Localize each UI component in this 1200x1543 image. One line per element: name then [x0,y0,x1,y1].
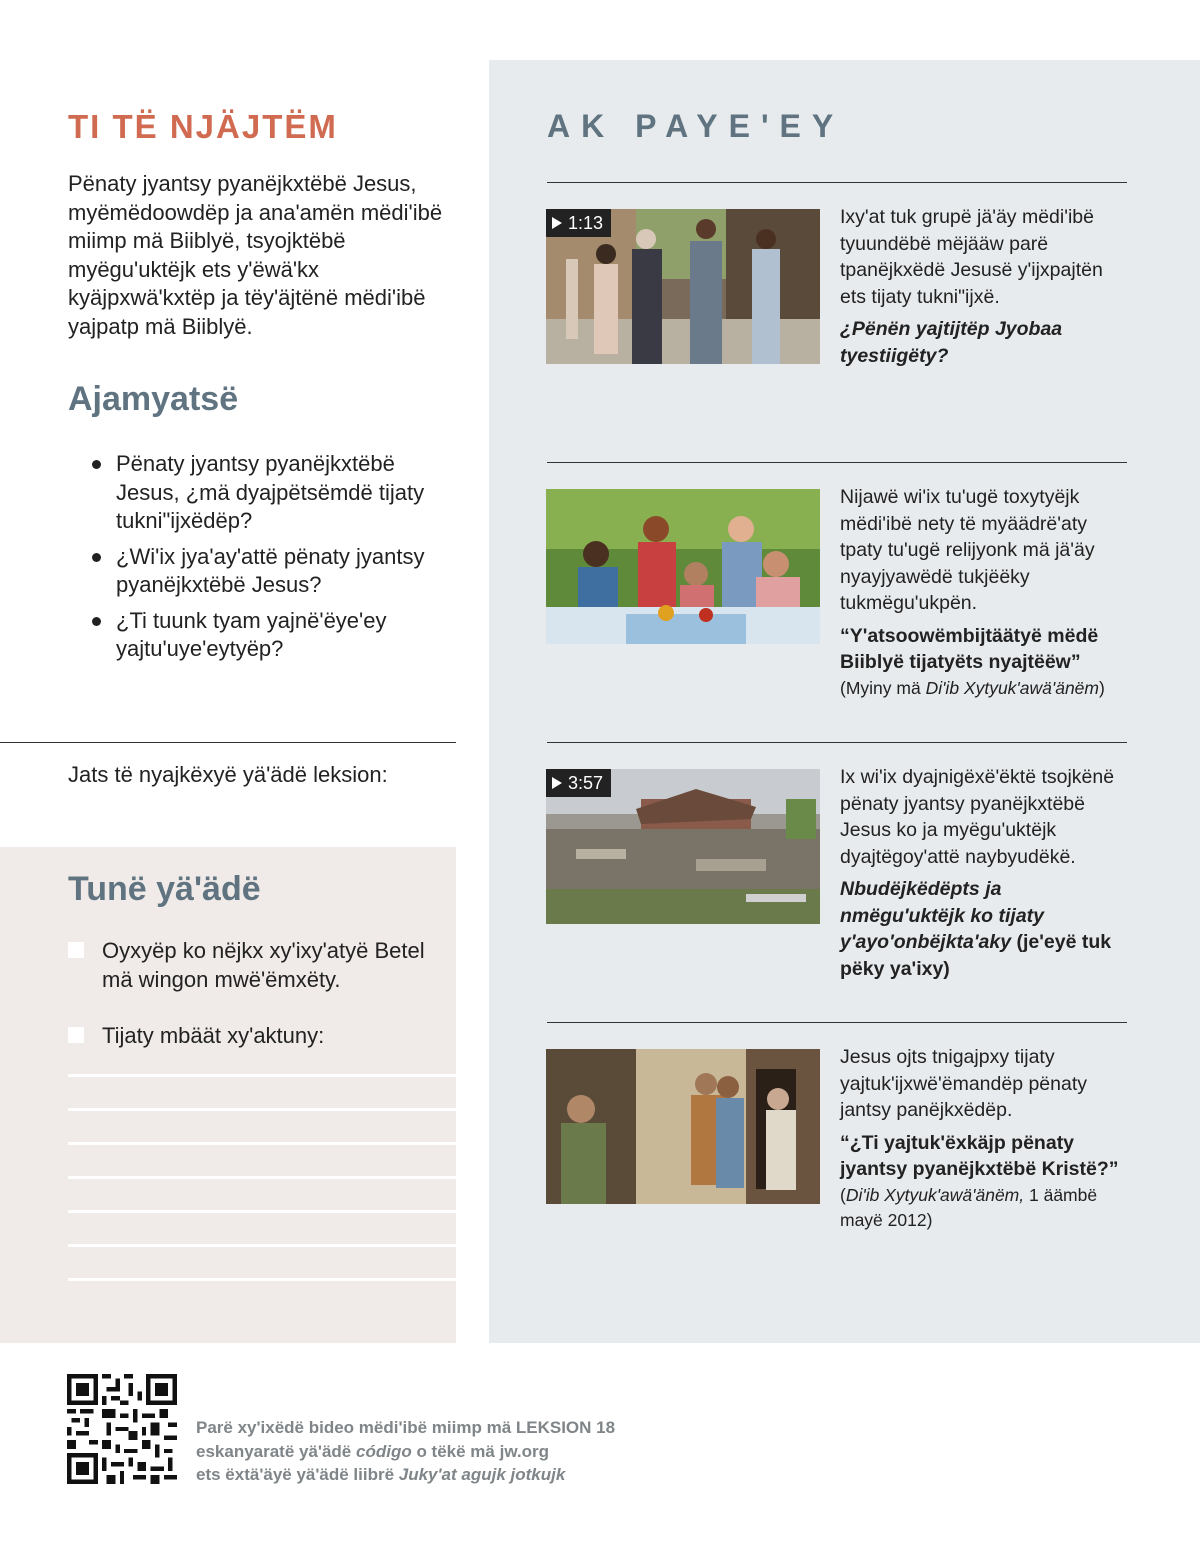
write-line[interactable] [68,1244,456,1247]
write-line[interactable] [68,1210,456,1213]
resource-link[interactable]: Nbudëjkëdëpts ja nmëgu'uktëjk ko tijaty y'ayo'onbëjkta'aky (je'eyë tuk pëky ya'ixy) [840,878,1112,980]
divider [0,742,456,743]
bullet-icon [92,617,101,626]
divider [547,742,1127,743]
review-question: ¿Ti tuunk tyam yajnë'ëye'ey yajtu'uye'eytyëp? [92,607,452,664]
article-thumbnail[interactable] [546,1049,820,1204]
video-thumbnail[interactable] [546,769,820,924]
checkbox[interactable] [68,1027,84,1043]
write-line[interactable] [68,1176,456,1179]
duration-badge: 1:13 [546,209,611,237]
resource-item: Jesus ojts tnigajpxy tijaty yajtuk'ijxwë'ëmandëp pënaty jantsy panëjkxëdëp. “¿Ti yajtuk'ëxkäjp pënaty jyantsy pyanëjkxtëbë Kristë?” (Di'ib Xytyuk'awä'änëm, 1 äämbë mayë 2012) [840,1044,1125,1233]
divider [547,462,1127,463]
footer-note: Parë xy'ixëdë bideo mëdi'ibë miimp mä LEKSION 18 eskanyaratë yä'ädë código o tëkë mä jw.org ets ëxtä'äyë yä'ädë liibrë Juky'at agujk jotkujk [196,1418,616,1484]
family-meal-image [546,489,820,644]
review-question: Pënaty jyantsy pyanëjkxtëbë Jesus, ¿mä dyajpëtsëmdë tijaty tukni"ijxëdëp? [92,450,452,536]
resource-item: Nijawë wi'ix tu'ugë toxytyëjk mëdi'ibë nety të myäädrë'aty tpaty tu'ugë relijyonk mä jä'äy nyayjyawëdë tukjëëky tukmëgu'ukpën. “Y'atsoowëmbijtäätyë mëdë Biiblyë tijatyëts nyajtëëw” (Myiny mä Di'ib Xytyuk'awä'änëm) [840,484,1125,701]
play-icon [552,217,562,229]
review-heading: Ajamyatsë [68,380,239,418]
goal-item: Oyxyëp ko nëjkx xy'ixy'atyë Betel mä wingon mwë'ëmxëty. [68,937,448,994]
resource-source: (Di'ib Xytyuk'awä'änëm, 1 äämbë mayë 2012) [840,1184,1098,1230]
review-question: ¿Wi'ix jya'ay'attë pënaty jyantsy pyanëjkxtëbë Jesus? [92,543,452,600]
article-thumbnail[interactable] [546,489,820,644]
resource-link[interactable]: “¿Ti yajtuk'ëxkäjp pënaty jyantsy pyanëjkxtëbë Kristë?” [840,1131,1119,1180]
write-line[interactable] [68,1142,456,1145]
bullet-icon [92,553,101,562]
qr-code[interactable] [67,1374,177,1484]
divider [547,1022,1127,1023]
goals-box [0,847,456,1343]
duration-badge: 3:57 [546,769,611,797]
page-title: TI TË NJÄJTËM [68,108,338,145]
checkbox[interactable] [68,942,84,958]
write-line[interactable] [68,1074,456,1077]
bullet-icon [92,460,101,469]
resource-item: Ix wi'ix dyajnigëxë'ëktë tsojkënë pënaty jyantsy pyanëjkxtëbë Jesus ko ja myëgu'uktëjk dyajtëgoy'attë naybyudëkë. Nbudëjkëdëpts ja nmëgu'uktëjk ko tijaty y'ayo'onbëjkta'aky (je'eyë tuk pëky ya'ixy) [840,764,1125,982]
video-thumbnail[interactable] [546,209,820,364]
divider [547,182,1127,183]
explore-heading: AK PAYE'EY [547,108,845,144]
summary-paragraph: Pënaty jyantsy pyanëjkxtëbë Jesus, myëmëdoowdëp ja ana'amën mëdi'ibë miimp mä Biiblyë, tsyojktëbë myëgu'uktëjk ets y'ëwä'kx kyäjpxwä'kxtëp ja tëy'äjtënë mëdi'ibë yajpatp mä Biiblyë. [68,171,443,339]
lesson-date-label: Jats të nyajkëxyë yä'ädë leksion: [68,762,388,787]
write-line[interactable] [68,1278,456,1281]
play-icon [552,777,562,789]
goals-heading: Tunë yä'ädë [68,870,261,908]
resource-link[interactable]: ¿Pënën yajtijtëp Jyobaa tyestiigëty? [840,318,1063,367]
write-line[interactable] [68,1108,456,1111]
resource-link[interactable]: “Y'atsoowëmbijtäätyë mëdë Biiblyë tijatyëts nyajtëëw” [840,624,1099,673]
resource-source: (Myiny mä Di'ib Xytyuk'awä'änëm) [840,677,1105,698]
goal-item: Tijaty mbäät xy'aktuny: [68,1022,448,1051]
review-questions [92,450,452,671]
resource-item: Ixy'at tuk grupë jä'äy mëdi'ibë tyuundëbë mëjääw parë tpanëjkxëdë Jesusë y'ijxpajtën ets tijaty tukni"ijxë. ¿Pënën yajtijtëp Jyobaa tyestiigëty? [840,204,1125,369]
ancient-street-painting-image [546,1049,820,1204]
